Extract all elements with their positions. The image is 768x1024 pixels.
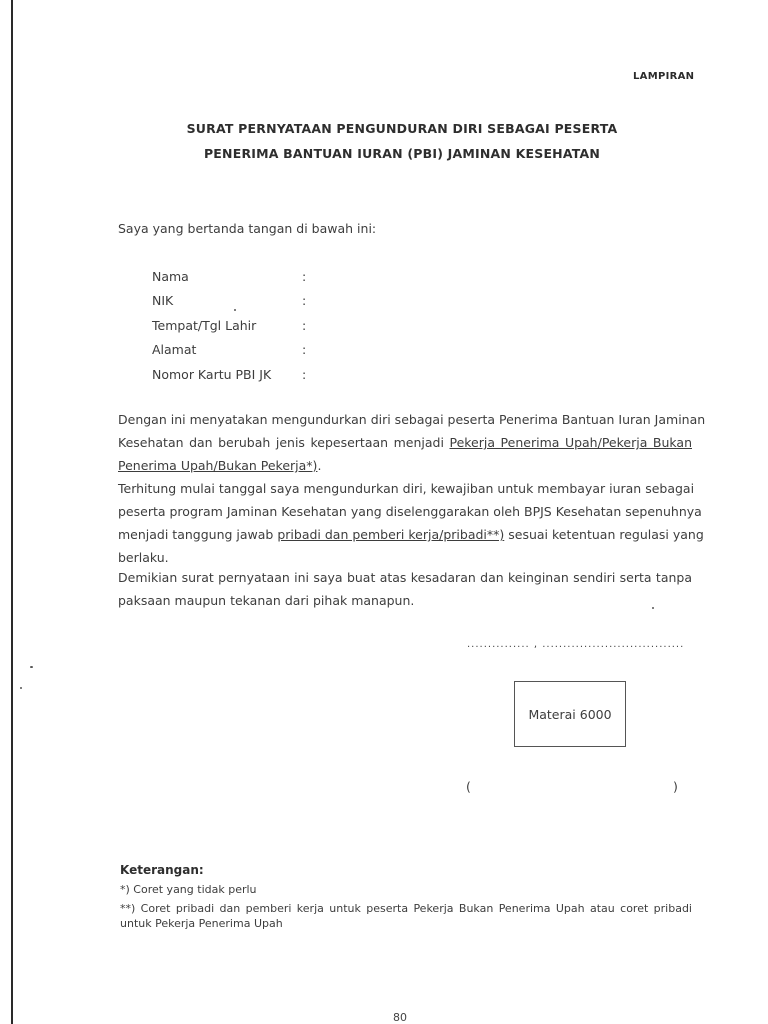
document-title-line1: SURAT PERNYATAAN PENGUNDURAN DIRI SEBAGAI PESERTA [186,121,618,136]
field-colon: : [302,367,307,382]
notes-heading: Keterangan: [120,863,204,877]
paragraph-text: menjadi tanggung jawab [118,527,278,542]
underlined-option-text: pribadi dan pemberi kerja/pribadi**) [277,527,505,542]
field-colon: : [302,269,307,284]
note-1 [120,882,692,897]
place-date-line: ............... , .................................. [467,639,685,650]
note-line: *) Coret yang tidak perlu [120,883,257,896]
materai-label: Materai 6000 [528,706,612,722]
field-label-alamat: Alamat [152,342,197,357]
intro-text: Saya yang bertanda tangan di bawah ini: [118,221,377,236]
materai-stamp-box [514,681,626,747]
field-label-nama: Nama [152,269,189,284]
paragraph-obligation [118,477,704,569]
paragraph-line: peserta program Jaminan Kesehatan yang diselenggarakan oleh BPJS Kesehatan sepenuhnya [118,504,702,519]
paragraph-line [118,431,692,454]
underlined-option-text: Pekerja Penerima Upah/Pekerja Bukan [449,435,692,450]
note-line: **) Coret pribadi dan pemberi kerja untuk peserta Pekerja Bukan Penerima Upah atau coret pribadi [120,902,692,915]
scan-speck [20,687,22,689]
paragraph-line: Dengan ini menyatakan mengundurkan diri sebagai peserta Penerima Bantuan Iuran Jaminan [118,412,706,427]
paragraph-line [118,454,692,477]
paragraph-text: sesuai ketentuan regulasi yang [504,527,704,542]
document-title-line2: PENERIMA BANTUAN IURAN (PBI) JAMINAN KESEHATAN [203,146,601,161]
lampiran-label: LAMPIRAN [633,71,695,82]
signature-paren-open: ( [466,779,471,794]
field-colon: : [302,342,307,357]
field-label-nik: NIK [152,293,174,308]
page-number: 80 [393,1011,407,1024]
paragraph-text: . [317,458,322,473]
field-colon: : [302,293,307,308]
field-colon: : [302,318,307,333]
paragraph-line: Demikian surat pernyataan ini saya buat atas kesadaran dan keinginan sendiri serta tanpa [118,570,692,585]
paragraph-line: Terhitung mulai tanggal saya mengundurkan diri, kewajiban untuk membayar iuran sebagai [118,481,695,496]
signature-paren-close: ) [673,779,678,794]
paragraph-line: paksaan maupun tekanan dari pihak manapun. [118,593,415,608]
scan-speck [234,309,236,311]
paragraph-line [118,523,704,546]
underlined-option-text: Penerima Upah/Bukan Pekerja*) [118,458,318,473]
note-2 [120,901,692,931]
note-line: untuk Pekerja Penerima Upah [120,917,283,930]
paragraph-closing [118,566,692,612]
paragraph-line: berlaku. [118,550,169,565]
paragraph-text: Kesehatan dan berubah jenis kepesertaan menjadi [118,435,450,450]
paragraph-statement [118,408,706,477]
scan-page-edge [11,0,13,1024]
field-label-nomor-kartu: Nomor Kartu PBI JK [152,367,272,382]
scan-speck [30,666,33,668]
field-label-tempat-tgl-lahir: Tempat/Tgl Lahir [152,318,257,333]
